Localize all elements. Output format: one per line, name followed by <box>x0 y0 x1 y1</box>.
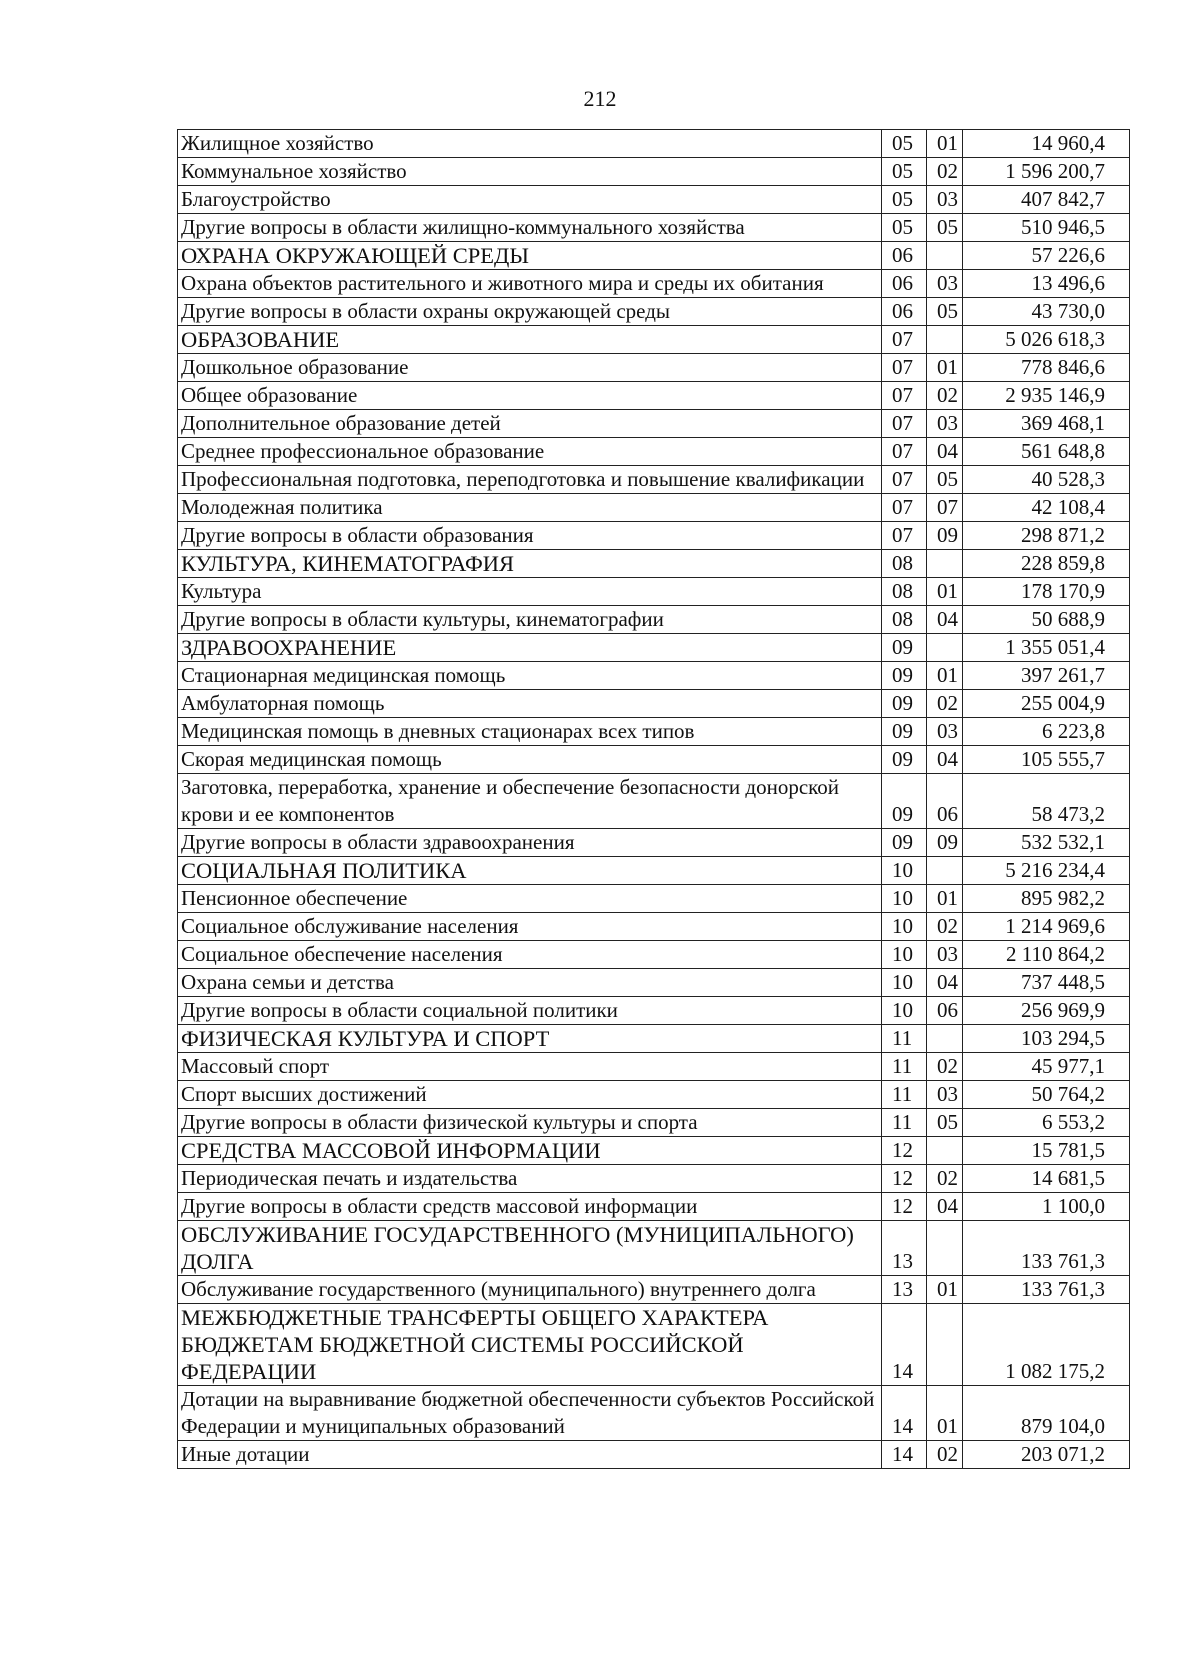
budget-table <box>177 129 1130 1469</box>
row-amount-cell: 6 553,2 <box>963 1109 1130 1137</box>
row-name-cell: Дотации на выравнивание бюджетной обеспеченности субъектов Российской Федерации и муниципальных образований <box>178 1386 882 1441</box>
row-subsection-code-cell <box>927 1025 963 1053</box>
table-row <box>178 1081 1130 1109</box>
row-subsection-code-cell <box>927 1304 963 1386</box>
row-name-cell: Медицинская помощь в дневных стационарах всех типов <box>178 718 882 746</box>
row-section-code-cell: 13 <box>882 1276 927 1304</box>
row-amount-cell: 40 528,3 <box>963 466 1130 494</box>
table-row <box>178 941 1130 969</box>
row-name-cell: Массовый спорт <box>178 1053 882 1081</box>
row-section-code-cell: 07 <box>882 438 927 466</box>
table-row <box>178 718 1130 746</box>
row-amount-cell: 133 761,3 <box>963 1276 1130 1304</box>
row-name-cell: ЗДРАВООХРАНЕНИЕ <box>178 634 882 662</box>
table-row <box>178 1193 1130 1221</box>
section-header-row <box>178 242 1130 270</box>
row-amount-cell: 105 555,7 <box>963 746 1130 774</box>
row-subsection-code-cell: 04 <box>927 606 963 634</box>
row-amount-cell: 14 960,4 <box>963 130 1130 158</box>
row-name-cell: СОЦИАЛЬНАЯ ПОЛИТИКА <box>178 857 882 885</box>
row-subsection-code-cell <box>927 326 963 354</box>
row-subsection-code-cell <box>927 857 963 885</box>
table-row <box>178 690 1130 718</box>
row-name-cell: Благоустройство <box>178 186 882 214</box>
row-amount-cell: 1 355 051,4 <box>963 634 1130 662</box>
row-name-cell: Коммунальное хозяйство <box>178 158 882 186</box>
row-section-code-cell: 05 <box>882 214 927 242</box>
row-subsection-code-cell: 05 <box>927 466 963 494</box>
table-row <box>178 1386 1130 1441</box>
row-section-code-cell: 11 <box>882 1109 927 1137</box>
row-amount-cell: 50 688,9 <box>963 606 1130 634</box>
row-name-cell: Другие вопросы в области образования <box>178 522 882 550</box>
row-amount-cell: 2 110 864,2 <box>963 941 1130 969</box>
table-row <box>178 578 1130 606</box>
row-subsection-code-cell: 04 <box>927 746 963 774</box>
table-row <box>178 298 1130 326</box>
row-name-cell: КУЛЬТУРА, КИНЕМАТОГРАФИЯ <box>178 550 882 578</box>
table-row <box>178 913 1130 941</box>
row-amount-cell: 133 761,3 <box>963 1221 1130 1276</box>
row-subsection-code-cell: 01 <box>927 130 963 158</box>
section-header-row <box>178 857 1130 885</box>
row-subsection-code-cell: 03 <box>927 718 963 746</box>
row-subsection-code-cell: 01 <box>927 1276 963 1304</box>
table-row <box>178 466 1130 494</box>
row-subsection-code-cell: 09 <box>927 522 963 550</box>
row-amount-cell: 1 214 969,6 <box>963 913 1130 941</box>
row-section-code-cell: 09 <box>882 690 927 718</box>
row-amount-cell: 6 223,8 <box>963 718 1130 746</box>
row-amount-cell: 256 969,9 <box>963 997 1130 1025</box>
row-name-cell: ОХРАНА ОКРУЖАЮЩЕЙ СРЕДЫ <box>178 242 882 270</box>
row-name-cell: Дополнительное образование детей <box>178 410 882 438</box>
row-name-cell: Другие вопросы в области социальной политики <box>178 997 882 1025</box>
row-name-cell: Другие вопросы в области средств массовой информации <box>178 1193 882 1221</box>
row-subsection-code-cell: 02 <box>927 913 963 941</box>
table-row <box>178 354 1130 382</box>
row-section-code-cell: 14 <box>882 1304 927 1386</box>
row-section-code-cell: 14 <box>882 1441 927 1469</box>
table-row <box>178 774 1130 829</box>
table-row <box>178 606 1130 634</box>
row-subsection-code-cell: 02 <box>927 1053 963 1081</box>
row-subsection-code-cell: 01 <box>927 578 963 606</box>
table-row <box>178 829 1130 857</box>
row-section-code-cell: 10 <box>882 969 927 997</box>
table-row <box>178 410 1130 438</box>
row-subsection-code-cell: 01 <box>927 885 963 913</box>
row-section-code-cell: 12 <box>882 1193 927 1221</box>
row-amount-cell: 203 071,2 <box>963 1441 1130 1469</box>
table-row <box>178 214 1130 242</box>
table-row <box>178 1441 1130 1469</box>
row-section-code-cell: 07 <box>882 382 927 410</box>
row-section-code-cell: 10 <box>882 997 927 1025</box>
row-name-cell: Пенсионное обеспечение <box>178 885 882 913</box>
row-section-code-cell: 07 <box>882 410 927 438</box>
row-section-code-cell: 08 <box>882 606 927 634</box>
row-name-cell: Другие вопросы в области охраны окружающей среды <box>178 298 882 326</box>
row-subsection-code-cell: 04 <box>927 438 963 466</box>
row-subsection-code-cell: 01 <box>927 354 963 382</box>
row-name-cell: Социальное обслуживание населения <box>178 913 882 941</box>
row-section-code-cell: 12 <box>882 1165 927 1193</box>
row-subsection-code-cell: 03 <box>927 1081 963 1109</box>
row-amount-cell: 5 216 234,4 <box>963 857 1130 885</box>
row-name-cell: Жилищное хозяйство <box>178 130 882 158</box>
row-name-cell: Другие вопросы в области здравоохранения <box>178 829 882 857</box>
row-subsection-code-cell: 02 <box>927 382 963 410</box>
table-row <box>178 522 1130 550</box>
row-amount-cell: 298 871,2 <box>963 522 1130 550</box>
row-amount-cell: 895 982,2 <box>963 885 1130 913</box>
row-subsection-code-cell: 07 <box>927 494 963 522</box>
row-section-code-cell: 10 <box>882 941 927 969</box>
row-subsection-code-cell: 03 <box>927 941 963 969</box>
row-amount-cell: 255 004,9 <box>963 690 1130 718</box>
row-amount-cell: 397 261,7 <box>963 662 1130 690</box>
section-header-row <box>178 1304 1130 1386</box>
row-name-cell: ОБРАЗОВАНИЕ <box>178 326 882 354</box>
row-amount-cell: 510 946,5 <box>963 214 1130 242</box>
row-name-cell: Скорая медицинская помощь <box>178 746 882 774</box>
row-name-cell: Дошкольное образование <box>178 354 882 382</box>
row-subsection-code-cell: 01 <box>927 1386 963 1441</box>
row-amount-cell: 103 294,5 <box>963 1025 1130 1053</box>
table-row <box>178 1053 1130 1081</box>
row-amount-cell: 2 935 146,9 <box>963 382 1130 410</box>
row-subsection-code-cell: 03 <box>927 186 963 214</box>
row-subsection-code-cell: 03 <box>927 410 963 438</box>
section-header-row <box>178 1137 1130 1165</box>
section-header-row <box>178 1025 1130 1053</box>
row-subsection-code-cell: 02 <box>927 1165 963 1193</box>
row-amount-cell: 42 108,4 <box>963 494 1130 522</box>
row-name-cell: Культура <box>178 578 882 606</box>
row-subsection-code-cell <box>927 634 963 662</box>
table-row <box>178 270 1130 298</box>
table-row <box>178 438 1130 466</box>
row-section-code-cell: 05 <box>882 158 927 186</box>
table-row <box>178 1109 1130 1137</box>
row-amount-cell: 15 781,5 <box>963 1137 1130 1165</box>
row-amount-cell: 561 648,8 <box>963 438 1130 466</box>
row-amount-cell: 13 496,6 <box>963 270 1130 298</box>
table-row <box>178 1165 1130 1193</box>
table-row <box>178 1276 1130 1304</box>
row-section-code-cell: 11 <box>882 1053 927 1081</box>
row-amount-cell: 5 026 618,3 <box>963 326 1130 354</box>
table-row <box>178 186 1130 214</box>
row-section-code-cell: 11 <box>882 1081 927 1109</box>
row-section-code-cell: 10 <box>882 857 927 885</box>
row-section-code-cell: 09 <box>882 774 927 829</box>
row-amount-cell: 43 730,0 <box>963 298 1130 326</box>
row-name-cell: Охрана объектов растительного и животного мира и среды их обитания <box>178 270 882 298</box>
table-row <box>178 158 1130 186</box>
row-subsection-code-cell <box>927 242 963 270</box>
table-row <box>178 494 1130 522</box>
row-amount-cell: 45 977,1 <box>963 1053 1130 1081</box>
row-section-code-cell: 06 <box>882 270 927 298</box>
row-name-cell: Другие вопросы в области физической культуры и спорта <box>178 1109 882 1137</box>
row-subsection-code-cell: 09 <box>927 829 963 857</box>
row-section-code-cell: 06 <box>882 242 927 270</box>
row-name-cell: Молодежная политика <box>178 494 882 522</box>
row-amount-cell: 407 842,7 <box>963 186 1130 214</box>
row-amount-cell: 50 764,2 <box>963 1081 1130 1109</box>
row-name-cell: Другие вопросы в области жилищно-коммунального хозяйства <box>178 214 882 242</box>
row-subsection-code-cell: 01 <box>927 662 963 690</box>
row-amount-cell: 369 468,1 <box>963 410 1130 438</box>
row-name-cell: Охрана семьи и детства <box>178 969 882 997</box>
table-body <box>178 130 1130 1469</box>
row-amount-cell: 532 532,1 <box>963 829 1130 857</box>
row-section-code-cell: 07 <box>882 466 927 494</box>
row-subsection-code-cell: 06 <box>927 774 963 829</box>
row-section-code-cell: 06 <box>882 298 927 326</box>
row-section-code-cell: 09 <box>882 634 927 662</box>
row-section-code-cell: 05 <box>882 186 927 214</box>
row-subsection-code-cell: 04 <box>927 1193 963 1221</box>
row-amount-cell: 737 448,5 <box>963 969 1130 997</box>
row-section-code-cell: 07 <box>882 522 927 550</box>
row-subsection-code-cell: 04 <box>927 969 963 997</box>
row-name-cell: Иные дотации <box>178 1441 882 1469</box>
row-section-code-cell: 10 <box>882 885 927 913</box>
table-row <box>178 969 1130 997</box>
row-amount-cell: 14 681,5 <box>963 1165 1130 1193</box>
row-amount-cell: 57 226,6 <box>963 242 1130 270</box>
row-section-code-cell: 10 <box>882 913 927 941</box>
row-section-code-cell: 08 <box>882 578 927 606</box>
row-name-cell: МЕЖБЮДЖЕТНЫЕ ТРАНСФЕРТЫ ОБЩЕГО ХАРАКТЕРА БЮДЖЕТАМ БЮДЖЕТНОЙ СИСТЕМЫ РОССИЙСКОЙ ФЕДЕРАЦИИ <box>178 1304 882 1386</box>
row-subsection-code-cell: 06 <box>927 997 963 1025</box>
row-name-cell: Общее образование <box>178 382 882 410</box>
table-row <box>178 382 1130 410</box>
row-section-code-cell: 07 <box>882 354 927 382</box>
row-name-cell: Амбулаторная помощь <box>178 690 882 718</box>
row-subsection-code-cell: 05 <box>927 214 963 242</box>
row-section-code-cell: 09 <box>882 746 927 774</box>
row-section-code-cell: 12 <box>882 1137 927 1165</box>
row-section-code-cell: 07 <box>882 494 927 522</box>
row-name-cell: Среднее профессиональное образование <box>178 438 882 466</box>
row-name-cell: Другие вопросы в области культуры, кинематографии <box>178 606 882 634</box>
row-section-code-cell: 08 <box>882 550 927 578</box>
section-header-row <box>178 634 1130 662</box>
row-section-code-cell: 09 <box>882 718 927 746</box>
row-subsection-code-cell: 02 <box>927 158 963 186</box>
table-row <box>178 130 1130 158</box>
row-name-cell: СРЕДСТВА МАССОВОЙ ИНФОРМАЦИИ <box>178 1137 882 1165</box>
row-name-cell: Социальное обеспечение населения <box>178 941 882 969</box>
page-number: 212 <box>583 86 617 111</box>
row-section-code-cell: 07 <box>882 326 927 354</box>
row-amount-cell: 228 859,8 <box>963 550 1130 578</box>
row-name-cell: ОБСЛУЖИВАНИЕ ГОСУДАРСТВЕННОГО (МУНИЦИПАЛЬНОГО) ДОЛГА <box>178 1221 882 1276</box>
row-subsection-code-cell: 03 <box>927 270 963 298</box>
row-name-cell: Профессиональная подготовка, переподготовка и повышение квалификации <box>178 466 882 494</box>
row-amount-cell: 178 170,9 <box>963 578 1130 606</box>
row-amount-cell: 58 473,2 <box>963 774 1130 829</box>
row-subsection-code-cell: 02 <box>927 690 963 718</box>
row-subsection-code-cell: 05 <box>927 1109 963 1137</box>
row-section-code-cell: 09 <box>882 662 927 690</box>
row-section-code-cell: 13 <box>882 1221 927 1276</box>
row-subsection-code-cell <box>927 1137 963 1165</box>
row-name-cell: Стационарная медицинская помощь <box>178 662 882 690</box>
row-name-cell: Периодическая печать и издательства <box>178 1165 882 1193</box>
row-subsection-code-cell <box>927 550 963 578</box>
row-section-code-cell: 14 <box>882 1386 927 1441</box>
table-row <box>178 997 1130 1025</box>
section-header-row <box>178 1221 1130 1276</box>
section-header-row <box>178 550 1130 578</box>
table-row <box>178 746 1130 774</box>
row-name-cell: Спорт высших достижений <box>178 1081 882 1109</box>
row-amount-cell: 778 846,6 <box>963 354 1130 382</box>
row-amount-cell: 1 100,0 <box>963 1193 1130 1221</box>
row-subsection-code-cell <box>927 1221 963 1276</box>
row-amount-cell: 1 082 175,2 <box>963 1304 1130 1386</box>
row-name-cell: Обслуживание государственного (муниципального) внутреннего долга <box>178 1276 882 1304</box>
row-amount-cell: 879 104,0 <box>963 1386 1130 1441</box>
section-header-row <box>178 326 1130 354</box>
table-row <box>178 662 1130 690</box>
row-subsection-code-cell: 05 <box>927 298 963 326</box>
row-amount-cell: 1 596 200,7 <box>963 158 1130 186</box>
row-name-cell: Заготовка, переработка, хранение и обеспечение безопасности донорской крови и ее компонентов <box>178 774 882 829</box>
row-section-code-cell: 09 <box>882 829 927 857</box>
row-section-code-cell: 11 <box>882 1025 927 1053</box>
row-section-code-cell: 05 <box>882 130 927 158</box>
table-row <box>178 885 1130 913</box>
row-subsection-code-cell: 02 <box>927 1441 963 1469</box>
row-name-cell: ФИЗИЧЕСКАЯ КУЛЬТУРА И СПОРТ <box>178 1025 882 1053</box>
